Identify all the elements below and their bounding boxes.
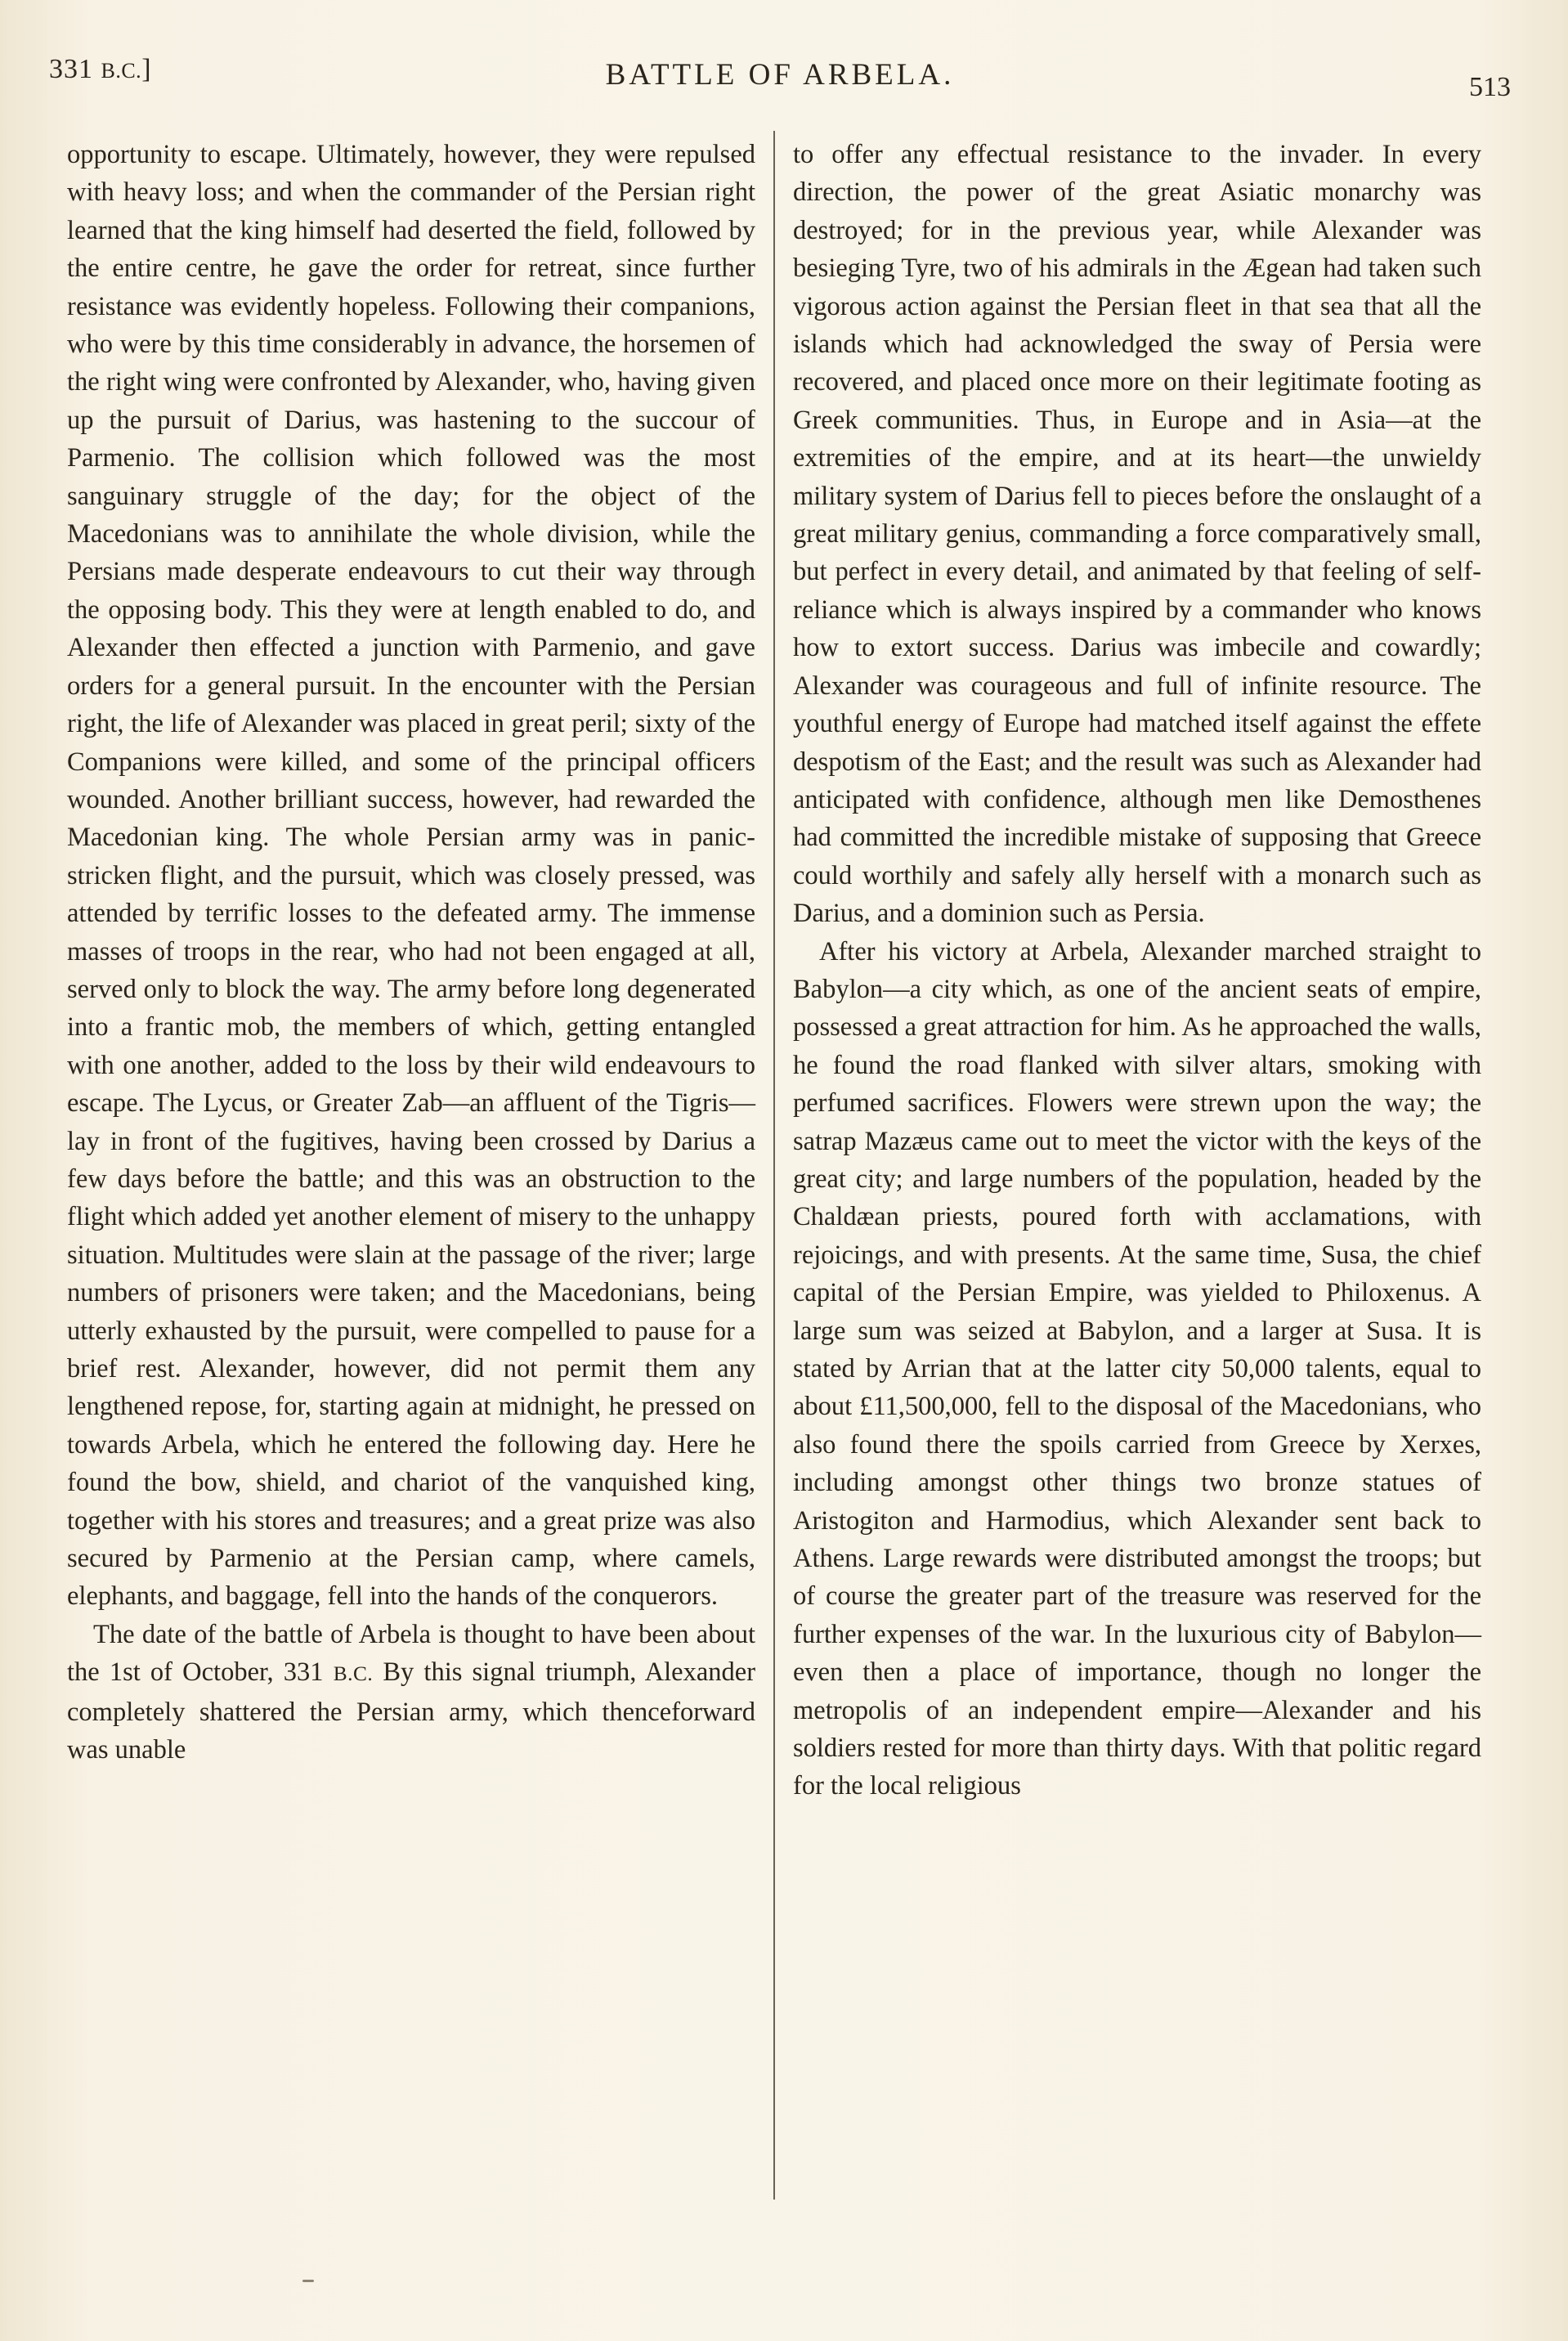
running-header: [49, 54, 1511, 103]
page-title: BATTLE OF ARBELA.: [605, 58, 955, 92]
header-bracket: ]: [141, 54, 152, 84]
page-number: 513: [1469, 72, 1511, 102]
left-paragraph-2: [67, 1616, 755, 1769]
header-year: 331: [49, 54, 93, 84]
left-paragraph-2-text-b: By this signal triumph, Alexander completely shattered the Persian army, which thenceforward was unable: [67, 1657, 756, 1765]
left-paragraph-2-text-a: The date of the battle of Arbela is thought to have been about the 1st of October, 331: [67, 1619, 755, 1688]
header-era: B.C.: [101, 59, 142, 83]
left-paragraph-2-era: B.C.: [333, 1662, 374, 1686]
right-paragraph-1: to offer any effectual resistance to the invader. In every direction, the power of the great Asiatic monarchy was destroyed; for in the previous year, while Alexander was besieging Tyre, two of his admirals in the Ægean had taken such vigorous action against the Persian fleet in that sea that all the islands which had acknowledged the sway of Persia were recovered, and placed once more on their legitimate footing as Greek communities. Thus, in Europe and in Asia—at the extremities of the empire, and at its heart—the unwieldy military system of Darius fell to pieces before the onslaught of a great military genius, commanding a force comparatively small, but perfect in every detail, and animated by that feeling of self-reliance which is always inspired by a commander who knows how to extort success. Darius was imbecile and cowardly; Alexander was courageous and full of infinite resource. The youthful energy of Europe had matched itself against the effete despotism of the East; and the result was such as Alexander had anticipated with confidence, although men like Demosthenes had committed the incredible mistake of supposing that Greece could worthily and safely ally herself with a monarch such as Darius, and a dominion such as Persia.: [793, 140, 1481, 929]
print-speck: [302, 2280, 314, 2282]
left-column: [67, 136, 755, 1769]
right-paragraph-2: After his victory at Arbela, Alexander marched straight to Babylon—a city which, as one of the ancient seats of empire, possessed a great attraction for him. As he approached the walls, he found the road flanked with silver altars, smoking with perfumed sacrifices. Flowers were strewn upon the way; the satrap Mazæus came out to meet the victor with the keys of the great city; and large numbers of the population, headed by the Chaldæan priests, poured forth with acclamations, with rejoicings, and with presents. At the same time, Susa, the chief capital of the Persian Empire, was yielded to Philoxenus. A large sum was seized at Babylon, and a larger at Susa. It is stated by Arrian that at the latter city 50,000 talents, equal to about £11,500,000, fell to the disposal of the Macedonians, who also found there the spoils carried from Greece by Xerxes, including amongst other things two bronze statues of Aristogiton and Harmodius, which Alexander sent back to Athens. Large rewards were distributed amongst the troops; but of course the greater part of the treasure was reserved for the further expenses of the war. In the luxurious city of Babylon—even then a place of importance, though no longer the metropolis of an independent empire—Alexander and his soldiers rested for more than thirty days. With that politic regard for the local religious: [793, 936, 1481, 1801]
column-divider: [773, 131, 775, 2200]
left-paragraph-1: opportunity to escape. Ultimately, however, they were repulsed with heavy loss; and when the commander of the Persian right learned that the king himself had deserted the field, followed by the entire centre, he gave the order for retreat, since further resistance was evidently hopeless. Following their companions, who were by this time considerably in advance, the horsemen of the right wing were confronted by Alexander, who, having given up the pursuit of Darius, was hastening to the succour of Parmenio. The collision which followed was the most sanguinary struggle of the day; for the object of the Macedonians was to annihilate the whole division, while the Persians made desperate endeavours to cut their way through the opposing body. This they were at length enabled to do, and Alexander then effected a junction with Parmenio, and gave orders for a general pursuit. In the encounter with the Persian right, the life of Alexander was placed in great peril; sixty of the Companions were killed, and some of the principal officers wounded. Another brilliant success, however, had rewarded the Macedonian king. The whole Persian army was in panic-stricken flight, and the pursuit, which was closely pressed, was attended by terrific losses to the defeated army. The immense masses of troops in the rear, who had not been engaged at all, served only to block the way. The army before long degenerated into a frantic mob, the members of which, getting entangled with one another, added to the loss by their wild endeavours to escape. The Lycus, or Greater Zab—an affluent of the Tigris—lay in front of the fugitives, having been crossed by Darius a few days before the battle; and this was an obstruction to the flight which added yet another element of misery to the unhappy situation. Multitudes were slain at the passage of the river; large numbers of prisoners were taken; and the Macedonians, being utterly exhausted by the pursuit, were compelled to pause for a brief rest. Alexander, however, did not permit them any lengthened repose, for, starting again at midnight, he pressed on towards Arbela, which he entered the following day. Here he found the bow, shield, and chariot of the vanquished king, together with his stores and treasures; and a great prize was also secured by Parmenio at the Persian camp, where camels, elephants, and baggage, fell into the hands of the conquerors.: [67, 140, 755, 1612]
right-column: [793, 136, 1481, 1805]
